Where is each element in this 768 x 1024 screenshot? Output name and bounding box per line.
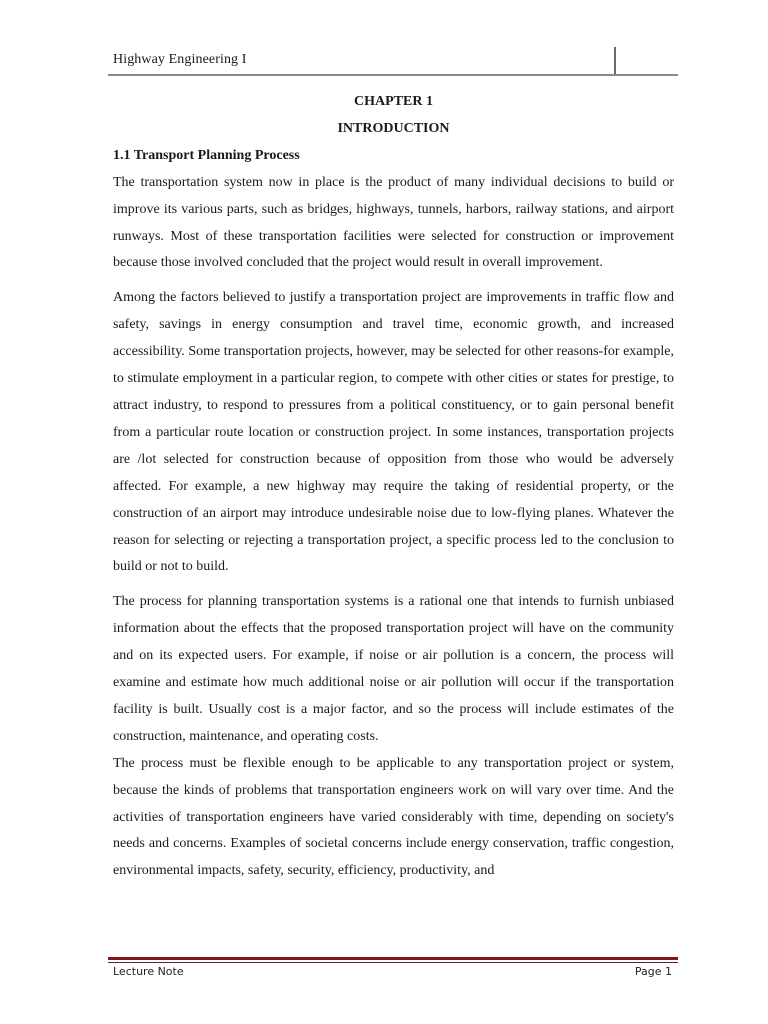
page-header-title: Highway Engineering I [113, 52, 247, 67]
document-body [113, 88, 674, 885]
chapter-label: CHAPTER 1 [354, 94, 433, 109]
footer-page-number: Page 1 [634, 965, 672, 978]
footer-lecture-note: Lecture Note [113, 965, 184, 978]
footer-rule-thin [108, 962, 678, 963]
header-rule [108, 74, 678, 76]
paragraph: The process must be flexible enough to be applicable to any transportation project or system, because the kinds of problems that transportation engineers work on will vary over time. And the activities of transportation engineers have varied considerably with time, depending on society's needs and concerns. Examples of societal concerns include energy conservation, traffic congestion, environmental impacts, safety, security, efficiency, productivity, and [113, 755, 674, 879]
footer-rule [108, 957, 678, 960]
section-heading: 1.1 Transport Planning Process [113, 147, 300, 163]
header-divider-tick [614, 47, 616, 75]
paragraph: The transportation system now in place is the product of many individual decisions to build or improve its various parts, such as bridges, highways, tunnels, harbors, railway stations, and airport runways. Most of these transportation facilities were selected for construction or improvement because those involved concluded that the project would result in overall improvement. [113, 174, 674, 271]
paragraph: Among the factors believed to justify a transportation project are improvements in traffic flow and safety, savings in energy consumption and travel time, economic growth, and increased accessibility. Some transportation projects, however, may be selected for other reasons-for example, to stimulate employment in a particular region, to compete with other cities or states for prestige, to attract industry, to respond to pressures from a political constituency, or to gain personal benefit from a particular route location or construction project. In some instances, transportation projects are /lot selected for construction because of opposition from those who would be adversely affected. For example, a new highway may require the taking of residential property, or the construction of an airport may introduce undesirable noise due to low-flying planes. Whatever the reason for selecting or rejecting a transportation project, a specific process led to the conclusion to build or not to build. [113, 290, 674, 575]
chapter-title: INTRODUCTION [337, 120, 450, 136]
paragraph: The process for planning transportation systems is a rational one that intends to furnish unbiased information about the effects that the proposed transportation project will have on the community and on its expected users. For example, if noise or air pollution is a concern, the process will examine and estimate how much additional noise or air pollution will occur if the transportation facility is built. Usually cost is a major factor, and so the process will include estimates of the construction, maintenance, and operating costs. [113, 594, 674, 744]
